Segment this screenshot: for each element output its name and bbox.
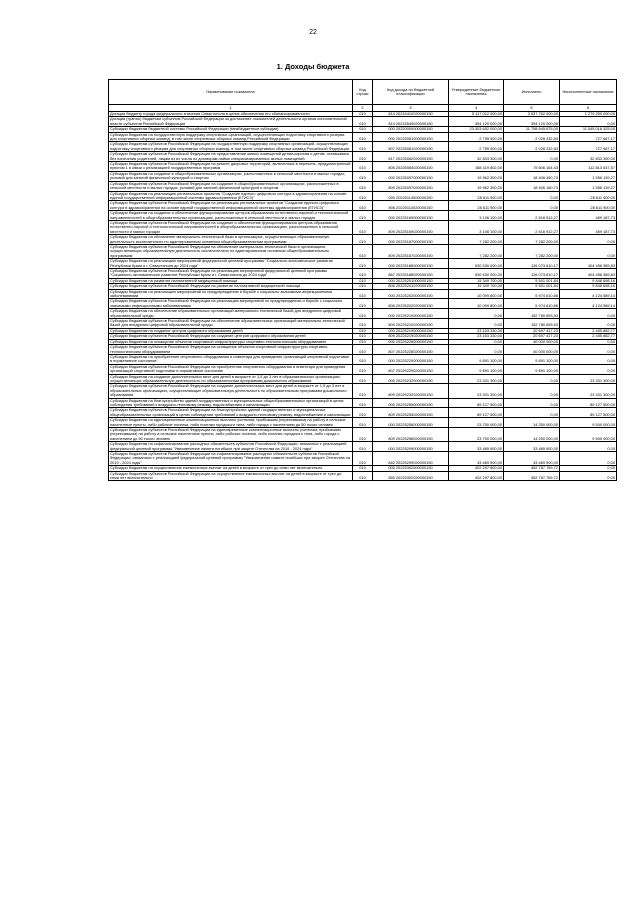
executed-amount-cell: 452 787 769,72	[504, 466, 560, 471]
executed-amount-cell: 75 606 164,43	[504, 162, 560, 172]
line-code-cell: 010	[353, 289, 373, 299]
revenue-code-cell: 809 20225169020000150	[373, 220, 449, 234]
line-code-cell: 010	[353, 442, 373, 452]
table-row	[109, 384, 617, 398]
line-code-cell: 010	[353, 384, 373, 398]
revenue-code-cell: 000 20225228000000150	[373, 339, 449, 344]
revenue-code-cell: 809 20225187020000150	[373, 244, 449, 258]
section-title: 1. Доходы бюджета	[276, 62, 350, 71]
line-code-cell: 010	[353, 142, 373, 152]
column-number: 1	[109, 105, 353, 112]
line-code-cell: 010	[353, 181, 373, 191]
line-code-cell: 010	[353, 398, 373, 408]
approved-amount-cell: 188 419 802,00	[449, 162, 504, 172]
approved-amount-cell: 7 282 200,00	[449, 235, 504, 245]
indicator-name-cell: Субсидии бюджетам субъектов Российской Федерации на обеспечение образовательных организаций материально-технической базой для внедрения цифровой образовательной среды	[109, 319, 353, 329]
table-body	[109, 112, 617, 481]
column-number: 2	[353, 105, 373, 112]
executed-amount-cell: 0,00	[504, 201, 560, 211]
approved-amount-cell: 19 962 300,00	[449, 171, 504, 181]
revenue-code-cell: 000 20225232000000150	[373, 374, 449, 384]
line-code-cell: 010	[353, 471, 373, 481]
indicator-name-cell: Субсидии бюджетам на софинансирование расходных обязательств субъектов Российской Федерации, связанных с реализацией федеральной целевой программы "Увековечение памяти погибших при защите Отечества на 2019 - 2024 годы"	[109, 442, 353, 452]
line-code-cell: 010	[353, 269, 373, 279]
revenue-code-cell: 809 20225256020000150	[373, 428, 449, 442]
indicator-name-cell: Субсидии бюджетам субъектов Российской Федерации на приобретение спортивного оборудования и инвентаря для приведения организаций спортивной подготовки в нормативное состояние	[109, 364, 353, 374]
executed-amount-cell: 5 501 001,84	[504, 278, 560, 283]
table-row	[109, 211, 617, 221]
unexecuted-amount-cell: 404 456 389,83	[560, 269, 617, 279]
unexecuted-amount-cell: 0,00	[560, 471, 617, 481]
table-row	[109, 442, 617, 452]
executed-amount-cell: 3 837 762 000,00	[504, 112, 560, 117]
revenue-code-cell: 806 20225202020000150	[373, 299, 449, 309]
table-row	[109, 201, 617, 211]
executed-amount-cell: 9 891 100,00	[504, 354, 560, 364]
line-code-cell: 010	[353, 112, 373, 117]
indicator-name-cell: Субсидии бюджетам субъектов Российской Федерации на создание центров цифрового образования детей	[109, 334, 353, 339]
indicator-name-cell: Субсидии бюджетам на развитие паллиативной медицинской помощи	[109, 278, 353, 283]
indicator-name-cell: Субсидии бюджетам субъектов Российской Федерации на ремонт дворовых территорий, включенных в перечень, предусмотренный пунктом 1 в связи с реализацией государственных программ	[109, 162, 353, 172]
indicator-name-cell: Субсидии бюджетам субъектов Российской Федерации на развитие паллиативной медицинской помощи	[109, 284, 353, 289]
executed-amount-cell: 2 028 232,83	[504, 132, 560, 142]
approved-amount-cell: 9 891 100,00	[449, 364, 504, 374]
approved-amount-cell: 15 349 700,00	[449, 284, 504, 289]
line-code-cell: 010	[353, 408, 373, 418]
executed-amount-cell: 40 000 000,00	[504, 345, 560, 355]
indicator-name-cell: Субсидии бюджетам субъектов Российской Федерации на обновление материально-технической базы в организациях, осуществляющих образовательную деятельность исключительно по адаптированным основным общеобразовательным программам	[109, 244, 353, 258]
line-code-cell: 010	[353, 220, 373, 234]
unexecuted-amount-cell: 0,00	[560, 117, 617, 127]
table-row	[109, 142, 617, 152]
header-name: Наименование показателя	[109, 80, 353, 105]
table-row	[109, 309, 617, 319]
executed-amount-cell: 394 120 000,00	[504, 117, 560, 127]
executed-amount-cell: 0,00	[504, 152, 560, 162]
table-row	[109, 471, 617, 481]
revenue-code-cell: 842 20225299020000150	[373, 452, 449, 466]
approved-amount-cell: 32 833 300,00	[449, 152, 504, 162]
revenue-code-cell: 807 20225229020000150	[373, 364, 449, 374]
table-row	[109, 345, 617, 355]
revenue-code-cell: 814 20215549020000150	[373, 117, 449, 127]
indicator-name-cell: Субсидии бюджетам субъектов Российской Федерации на создание в общеобразовательных организациях, расположенных в сельской местности и малых городах, условий для занятий физической культурой и спортом	[109, 181, 353, 191]
indicator-name-cell: Субсидии бюджетам субъектов Российской Федерации на реализацию региональных проектов "Создание единого цифрового контура в здравоохранении на основе единой государственной информационной системы здравоохранения (ЕГИСЗ)"	[109, 201, 353, 211]
line-code-cell: 010	[353, 328, 373, 333]
executed-amount-cell: 0,00	[504, 384, 560, 398]
approved-amount-cell: 0,00	[449, 309, 504, 319]
executed-amount-cell: 126 073 610,17	[504, 259, 560, 269]
indicator-name-cell: Субсидии бюджетам на оснащение объектов спортивной инфраструктуры спортивно-технологическим оборудованием	[109, 339, 353, 344]
approved-amount-cell: 23 331 300,00	[449, 374, 504, 384]
unexecuted-amount-cell: 0,00	[560, 466, 617, 471]
unexecuted-amount-cell: 28 611 900,00	[560, 191, 617, 201]
unexecuted-amount-cell: 9 500 000,00	[560, 418, 617, 428]
executed-amount-cell: 14 250 000,00	[504, 418, 560, 428]
line-code-cell: 010	[353, 132, 373, 142]
indicator-name-cell: Субсидии бюджетам на единовременные компенсационные выплаты учителям, прибывшим (переехавшим) на работу в сельские населенные пункты, либо рабочие поселки, либо поселки городского типа, либо города с населением до 50 тысяч человек	[109, 418, 353, 428]
line-code-cell: 010	[353, 428, 373, 442]
table-header-row	[109, 80, 617, 105]
executed-amount-cell: 5 974 610,86	[504, 299, 560, 309]
revenue-code-cell: 000 20220000000000150	[373, 127, 449, 132]
revenue-code-cell: 814 20215410020000150	[373, 112, 449, 117]
page-number: 22	[309, 29, 317, 36]
revenue-code-cell: 809 20225255020000150	[373, 408, 449, 418]
approved-amount-cell: 33 489 900,00	[449, 442, 504, 452]
table-row	[109, 171, 617, 181]
column-number: 3	[373, 105, 449, 112]
revenue-code-cell: 000 20225187000000150	[373, 235, 449, 245]
table-row	[109, 278, 617, 283]
indicator-name-cell: Субсидии бюджетам субъектов Российской Федерации на единовременные компенсационные выплаты учителям, прибывшим (переехавшим) на работу в сельские населенные пункты, либо рабочие поселки, либо поселки городского типа, либо города с населением до 50 тысяч человек	[109, 428, 353, 442]
revenue-code-cell: 806 20225201020000150	[373, 284, 449, 289]
executed-amount-cell: 40 000 000,00	[504, 339, 560, 344]
unexecuted-amount-cell: 11 545 016 325,00	[560, 127, 617, 132]
indicator-name-cell: Субсидии бюджетам субъектов Российской Федерации на предоставление жилых помещений детям-сиротам и детям, оставшимся без попечения родителей, лицам из их числа по договорам найма специализированных жилых помещений	[109, 152, 353, 162]
indicator-name-cell: Субсидии бюджетам субъектов Российской Федерации на реализацию мероприятий федеральной целевой программы "Социально-экономическое развитие Республики Крым и г. Севастополя до 2024 года"	[109, 269, 353, 279]
table-row	[109, 259, 617, 269]
indicator-name-cell: Субсидии бюджетам на государственную поддержку спортивных организаций, осуществляющих подготовку спортивного резерва для спортивных сборных команд, в том числе спортивных сборных команд Российской Федерации	[109, 132, 353, 142]
approved-amount-cell: 0,00	[449, 345, 504, 355]
line-code-cell: 010	[353, 117, 373, 127]
unexecuted-amount-cell: 2 455 882,77	[560, 328, 617, 333]
line-code-cell: 010	[353, 152, 373, 162]
line-code-cell: 010	[353, 339, 373, 344]
executed-amount-cell: 5 974 610,86	[504, 289, 560, 299]
revenue-code-cell: 000 20225081000000150	[373, 132, 449, 142]
approved-amount-cell: 0,00	[449, 339, 504, 344]
approved-amount-cell: 28 611 900,00	[449, 191, 504, 201]
unexecuted-amount-cell: 2 455 882,77	[560, 334, 617, 339]
table-row	[109, 428, 617, 442]
unexecuted-amount-cell: 9 848 698,16	[560, 278, 617, 283]
indicator-name-cell: Субсидии бюджетам на реализацию мероприятий по предупреждению и борьбе с социально значимыми инфекционными заболеваниями	[109, 289, 353, 299]
unexecuted-amount-cell: 1 556 139,27	[560, 171, 617, 181]
table-row	[109, 235, 617, 245]
approved-amount-cell: 23 153 330,00	[449, 328, 504, 333]
unexecuted-amount-cell: 0,00	[560, 339, 617, 344]
line-code-cell: 010	[353, 211, 373, 221]
revenue-code-cell: 000 20225299000000150	[373, 442, 449, 452]
unexecuted-amount-cell: 0,00	[560, 319, 617, 329]
indicator-name-cell: Субсидии бюджетам субъектов Российской Федерации на создание и обеспечение функционирования центров образования естественно-научной и технологической направленностей в общеобразовательных организациях, расположенных в сельской местности и малых городах	[109, 220, 353, 234]
table-row	[109, 408, 617, 418]
indicator-name-cell: Субсидии бюджетам субъектов Российской Федерации на реализацию мероприятий по предупреждению и борьбе с социально значимыми инфекционными заболеваниями	[109, 299, 353, 309]
executed-amount-cell: 20 697 417,23	[504, 328, 560, 333]
approved-amount-cell: 23 153 330,00	[449, 334, 504, 339]
revenue-code-cell: 000 20225097000000150	[373, 171, 449, 181]
line-code-cell: 010	[353, 259, 373, 269]
line-code-cell: 010	[353, 127, 373, 132]
approved-amount-cell: 7 282 200,00	[449, 244, 504, 258]
table-row	[109, 132, 617, 142]
executed-amount-cell: 18 406 160,73	[504, 171, 560, 181]
table-row	[109, 152, 617, 162]
header-executed: Исполнено	[504, 80, 560, 105]
revenue-code-cell: 000 20225202000000150	[373, 289, 449, 299]
executed-amount-cell: 0,00	[504, 374, 560, 384]
executed-amount-cell: 0,00	[504, 191, 560, 201]
approved-amount-cell: 2 755 900,00	[449, 132, 504, 142]
revenue-code-cell: 805 20225084020000150	[373, 162, 449, 172]
line-code-cell: 010	[353, 354, 373, 364]
indicator-name-cell: Дотация бюджету города федерального значения Севастополя в целях обеспечения его сбалансированности	[109, 112, 353, 117]
table-row	[109, 112, 617, 117]
line-code-cell: 010	[353, 345, 373, 355]
unexecuted-amount-cell: 404 456 389,83	[560, 259, 617, 269]
revenue-code-cell: 000 20225219000000150	[373, 328, 449, 333]
unexecuted-amount-cell: 0,00	[560, 345, 617, 355]
unexecuted-amount-cell: 23 331 300,00	[560, 374, 617, 384]
line-code-cell: 010	[353, 334, 373, 339]
revenue-code-cell: 806 20225114020000150	[373, 201, 449, 211]
indicator-name-cell: Субсидии бюджетам субъектов Российской Федерации на благоустройство зданий государственных и муниципальных общеобразовательных организаций в целях соблюдения требований к воздушно-тепловому режиму, водоснабжению и канализации	[109, 408, 353, 418]
line-code-cell: 010	[353, 201, 373, 211]
approved-amount-cell: 0,00	[449, 319, 504, 329]
indicator-name-cell: Субсидии бюджетам на создание дополнительных мест для детей в возрасте от 1,5 до 3 лет в образовательных организациях, осуществляющих образовательную деятельность по образовательным программам дошкольного образования	[109, 374, 353, 384]
indicator-name-cell: Дотации (гранты) бюджетам субъектов Российской Федерации за достижение показателей деятельности органов исполнительной власти субъектов Российской Федерации	[109, 117, 353, 127]
executed-amount-cell: 2 616 912,27	[504, 220, 560, 234]
indicator-name-cell: Субсидии бюджетам на реализацию региональных проектов "Создание единого цифрового контура в здравоохранении на основе единой государственной информационной системы здравоохранения (ЕГИСЗ)"	[109, 191, 353, 201]
line-code-cell: 010	[353, 452, 373, 466]
line-code-cell: 010	[353, 235, 373, 245]
table-row	[109, 354, 617, 364]
indicator-name-cell: Субсидии бюджетам бюджетной системы Российской Федерации (межбюджетные субсидии)	[109, 127, 353, 132]
header-line-code: Код строки	[353, 80, 373, 105]
line-code-cell: 010	[353, 309, 373, 319]
indicator-name-cell: Субсидии бюджетам на создание центров цифрового образования детей	[109, 328, 353, 333]
executed-amount-cell: 126 073 610,17	[504, 269, 560, 279]
executed-amount-cell: 0,00	[504, 408, 560, 418]
revenue-code-cell: 000 20225256000000150	[373, 418, 449, 428]
indicator-name-cell: Субсидии бюджетам на приобретение спортивного оборудования и инвентаря для приведения организаций спортивной подготовки в нормативное состояние	[109, 354, 353, 364]
header-approved: Утвержденные бюджетные назначения	[449, 80, 504, 105]
indicator-name-cell: Субсидии бюджетам на обновление материально-технической базы в организациях, осуществляющих образовательную деятельность исключительно по адаптированным основным общеобразовательным программам	[109, 235, 353, 245]
revenue-code-cell: 809 20225097020000150	[373, 181, 449, 191]
indicator-name-cell: Субсидии бюджетам на реализацию мероприятий федеральной целевой программы "Социально-экономическое развитие Республики Крым и г. Севастополя до 2024 года"	[109, 259, 353, 269]
revenue-code-cell: 000 20225255000000150	[373, 398, 449, 408]
line-code-cell: 010	[353, 171, 373, 181]
executed-amount-cell: 18 406 160,73	[504, 181, 560, 191]
indicator-name-cell: Субсидии бюджетам на благоустройство зданий государственных и муниципальных общеобразовательных организаций в целях соблюдения требований к воздушно-тепловому режиму, водоснабжению и канализации	[109, 398, 353, 408]
unexecuted-amount-cell: 32 833 300,00	[560, 152, 617, 162]
revenue-code-cell: 855 20225302020000150	[373, 471, 449, 481]
line-code-cell: 010	[353, 284, 373, 289]
approved-amount-cell: 402 297 800,00	[449, 466, 504, 471]
column-number: 6	[560, 105, 617, 112]
unexecuted-amount-cell: 9 848 698,16	[560, 284, 617, 289]
table-row	[109, 466, 617, 471]
approved-amount-cell: 530 530 000,00	[449, 259, 504, 269]
unexecuted-amount-cell: 4 124 589,14	[560, 289, 617, 299]
approved-amount-cell: 530 530 000,00	[449, 269, 504, 279]
table-row	[109, 162, 617, 172]
executed-amount-cell: 9 891 100,00	[504, 364, 560, 374]
table-row	[109, 328, 617, 333]
table-row	[109, 339, 617, 344]
table-row	[109, 269, 617, 279]
unexecuted-amount-cell: 1 556 139,27	[560, 181, 617, 191]
revenue-code-cell: 809 20225232020000150	[373, 384, 449, 398]
unexecuted-amount-cell: 9 500 000,00	[560, 428, 617, 442]
unexecuted-amount-cell: 489 187,73	[560, 211, 617, 221]
approved-amount-cell: 3 106 100,00	[449, 211, 504, 221]
unexecuted-amount-cell: 0,00	[560, 244, 617, 258]
unexecuted-amount-cell: 1 279 250 000,00	[560, 112, 617, 117]
table-row	[109, 452, 617, 466]
revenue-code-cell: 817 20225082020000150	[373, 152, 449, 162]
approved-amount-cell: 23 303 652 000,00	[449, 127, 504, 132]
approved-amount-cell: 15 349 700,00	[449, 278, 504, 283]
executed-amount-cell: 33 489 900,00	[504, 442, 560, 452]
table-row	[109, 127, 617, 132]
approved-amount-cell: 9 891 100,00	[449, 354, 504, 364]
executed-amount-cell: 20 697 417,23	[504, 334, 560, 339]
executed-amount-cell: 7 282 200,00	[504, 235, 560, 245]
unexecuted-amount-cell: 4 124 589,14	[560, 299, 617, 309]
line-code-cell: 010	[353, 162, 373, 172]
unexecuted-amount-cell: 0,00	[560, 235, 617, 245]
line-code-cell: 010	[353, 244, 373, 258]
header-unexecuted: Неисполненные назначения	[560, 80, 617, 105]
executed-amount-cell: 5 501 001,84	[504, 284, 560, 289]
table-row	[109, 220, 617, 234]
approved-amount-cell: 33 489 900,00	[449, 452, 504, 466]
approved-amount-cell: 28 611 900,00	[449, 201, 504, 211]
column-number-row	[109, 105, 617, 112]
table-row	[109, 398, 617, 408]
unexecuted-amount-cell: 0,00	[560, 364, 617, 374]
table-row	[109, 117, 617, 127]
table-row	[109, 418, 617, 428]
indicator-name-cell: Субсидии бюджетам субъектов Российской Федерации на создание дополнительных мест для детей в возрасте от 1,5 до 3 лет в образовательных организациях, осуществляющих образовательную деятельность по образовательным программам дошкольного образования	[109, 384, 353, 398]
revenue-code-cell: 000 20225114000000150	[373, 191, 449, 201]
revenue-code-cell: 807 20225228020000150	[373, 345, 449, 355]
approved-amount-cell: 23 331 300,00	[449, 384, 504, 398]
indicator-name-cell: Субсидии бюджетам субъектов Российской Федерации на государственную поддержку спортивных организаций, осуществляющих подготовку спортивного резерва для спортивных сборных команд, в том числе спортивных сборных команд Российской Федерации	[109, 142, 353, 152]
executed-amount-cell: 11 758 645 675,00	[504, 127, 560, 132]
indicator-name-cell: Субсидии бюджетам субъектов Российской Федерации на софинансирование расходных обязательств субъектов Российской Федерации, связанных с реализацией федеральной целевой программы "Увековечение памяти погибших при защите Отечества на 2019 - 2024 годы"	[109, 452, 353, 466]
line-code-cell: 010	[353, 319, 373, 329]
unexecuted-amount-cell: 727 667,17	[560, 142, 617, 152]
executed-amount-cell: 14 250 000,00	[504, 428, 560, 442]
unexecuted-amount-cell: 727 667,17	[560, 132, 617, 142]
revenue-code-cell: 809 20225210020000150	[373, 319, 449, 329]
unexecuted-amount-cell: 23 331 300,00	[560, 384, 617, 398]
table-row	[109, 319, 617, 329]
executed-amount-cell: 33 489 900,00	[504, 452, 560, 466]
table-row	[109, 244, 617, 258]
approved-amount-cell: 23 750 000,00	[449, 428, 504, 442]
line-code-cell: 010	[353, 466, 373, 471]
executed-amount-cell: 0,00	[504, 398, 560, 408]
executed-amount-cell: 152 780 693,93	[504, 309, 560, 319]
indicator-name-cell: Субсидии бюджетам субъектов Российской Федерации на осуществление ежемесячных выплат на детей в возрасте от трех до семи лет включительно	[109, 471, 353, 481]
unexecuted-amount-cell: 89 127 500,00	[560, 398, 617, 408]
approved-amount-cell: 402 297 800,00	[449, 471, 504, 481]
revenue-code-cell: 000 20225188000000150	[373, 259, 449, 269]
executed-amount-cell: 2 616 912,27	[504, 211, 560, 221]
revenue-code-cell: 000 20225201000000150	[373, 278, 449, 283]
executed-amount-cell: 152 780 693,93	[504, 319, 560, 329]
executed-amount-cell: 452 787 769,72	[504, 471, 560, 481]
revenue-code-cell: 000 20225210000000150	[373, 309, 449, 319]
table-row	[109, 289, 617, 299]
indicator-name-cell: Субсидии бюджетам на создание и обеспечение функционирования центров образования естественно-научной и технологической направленностей в общеобразовательных организациях, расположенных в сельской местности и малых городах	[109, 211, 353, 221]
table-row	[109, 191, 617, 201]
line-code-cell: 010	[353, 299, 373, 309]
column-number: 5	[504, 105, 560, 112]
table-row	[109, 364, 617, 374]
line-code-cell: 010	[353, 278, 373, 283]
unexecuted-amount-cell: 0,00	[560, 442, 617, 452]
approved-amount-cell: 89 127 500,00	[449, 408, 504, 418]
approved-amount-cell: 10 099 800,00	[449, 299, 504, 309]
header-revenue-code: Код дохода по бюджетной классификации	[373, 80, 449, 105]
column-number: 4	[449, 105, 504, 112]
table-row	[109, 374, 617, 384]
revenue-code-cell: 809 20225219020000150	[373, 334, 449, 339]
table-row	[109, 181, 617, 191]
unexecuted-amount-cell: 28 611 900,00	[560, 201, 617, 211]
line-code-cell: 010	[353, 191, 373, 201]
executed-amount-cell: 7 282 200,00	[504, 244, 560, 258]
revenue-code-cell: 807 20225081020000150	[373, 142, 449, 152]
unexecuted-amount-cell: 112 813 637,57	[560, 162, 617, 172]
approved-amount-cell: 10 099 800,00	[449, 289, 504, 299]
revenue-code-cell: 000 20225302000000150	[373, 466, 449, 471]
indicator-name-cell: Субсидии бюджетам на осуществление ежемесячных выплат на детей в возрасте от трех до семи лет включительно	[109, 466, 353, 471]
line-code-cell: 010	[353, 364, 373, 374]
table-row	[109, 334, 617, 339]
table-row	[109, 299, 617, 309]
revenue-table	[108, 79, 617, 481]
unexecuted-amount-cell: 489 187,73	[560, 220, 617, 234]
approved-amount-cell: 2 755 900,00	[449, 142, 504, 152]
indicator-name-cell: Субсидии бюджетам субъектов Российской Федерации на оснащение объектов спортивной инфраструктуры спортивно-технологическим оборудованием	[109, 345, 353, 355]
approved-amount-cell: 19 962 300,00	[449, 181, 504, 191]
unexecuted-amount-cell: 0,00	[560, 452, 617, 466]
line-code-cell: 010	[353, 374, 373, 384]
table-row	[109, 284, 617, 289]
approved-amount-cell: 3 106 100,00	[449, 220, 504, 234]
unexecuted-amount-cell: 89 127 500,00	[560, 408, 617, 418]
revenue-code-cell: 000 20225229000000150	[373, 354, 449, 364]
revenue-code-cell: 000 20225169000000150	[373, 211, 449, 221]
approved-amount-cell: 394 120 000,00	[449, 117, 504, 127]
unexecuted-amount-cell: 0,00	[560, 354, 617, 364]
approved-amount-cell: 23 750 000,00	[449, 418, 504, 428]
indicator-name-cell: Субсидии бюджетам на обеспечение образовательных организаций материально-технической базой для внедрения цифровой образовательной среды	[109, 309, 353, 319]
indicator-name-cell: Субсидии бюджетам на создание в общеобразовательных организациях, расположенных в сельской местности и малых городах, условий для занятий физической культурой и спортом	[109, 171, 353, 181]
line-code-cell: 010	[353, 418, 373, 428]
approved-amount-cell: 5 117 012 000,00	[449, 112, 504, 117]
revenue-code-cell: 867 20225188020000150	[373, 269, 449, 279]
unexecuted-amount-cell: 0,00	[560, 309, 617, 319]
executed-amount-cell: 2 028 232,83	[504, 142, 560, 152]
approved-amount-cell: 89 127 500,00	[449, 398, 504, 408]
